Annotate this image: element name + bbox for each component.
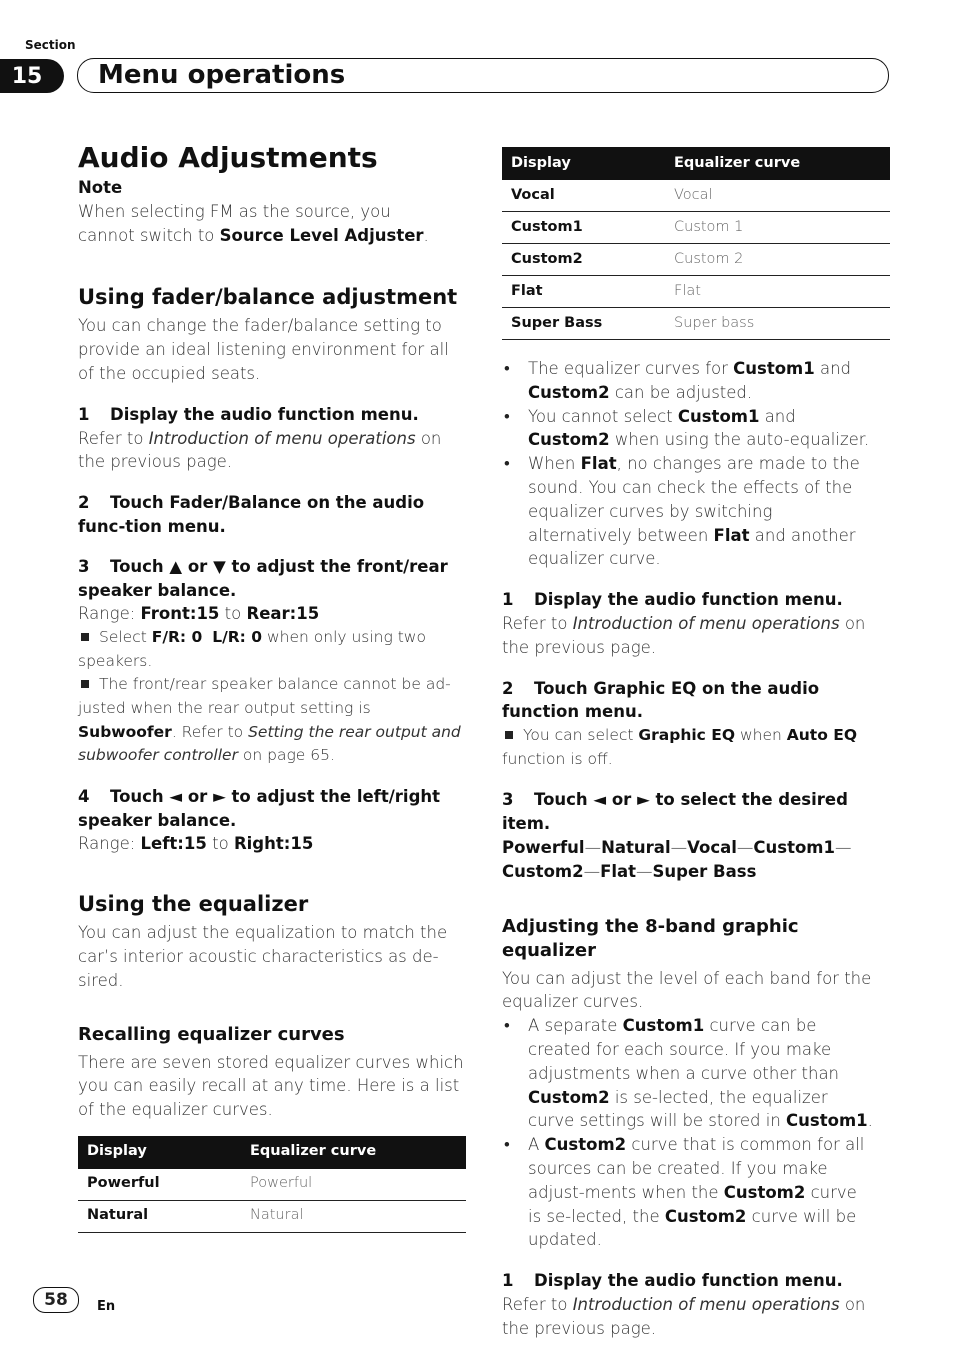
band-step-1-refer: Refer to Introduction of menu operations on the previous page. [502, 1294, 866, 1338]
list-item: • A Custom2 curve that is common for all sources can be created. If you make adjust-ments when the Custom2 curve is se-lected, the Custom2 curve will be updated. [502, 1133, 874, 1252]
table-cell-curve: Vocal [665, 180, 890, 212]
equalizer-table-right [502, 147, 890, 340]
list-item: • You cannot select Custom1 and Custom2 when using the auto-equalizer. [502, 405, 880, 453]
table-cell-curve: Natural [241, 1200, 466, 1232]
table-row [502, 276, 890, 308]
eq-step-1: 1 Display the audio function menu. [502, 590, 843, 610]
recall-intro: There are seven stored equalizer curves which you can easily recall at any time. Here is a list of the equalizer curves. [78, 1052, 464, 1120]
recall-heading: Recalling equalizer curves [78, 1023, 345, 1045]
table-cell-display: Flat [502, 276, 665, 308]
square-bullet-icon [81, 680, 89, 688]
square-bullet-icon [505, 731, 513, 739]
table-row [502, 180, 890, 212]
equalizer-bullets [502, 357, 880, 571]
language-label: En [97, 1299, 116, 1314]
equalizer-heading: Using the equalizer [78, 892, 309, 917]
fader-intro: You can change the fader/balance setting to provide an ideal listening environment for all of the occupied seats. [78, 316, 449, 383]
fader-note-1: Select F/R: 0 L/R: 0 when only using two speakers. [78, 628, 426, 670]
left-column [78, 142, 466, 1233]
table-cell-display: Custom1 [502, 212, 665, 244]
equalizer-intro: You can adjust the equalization to match the car’s interior acoustic characteristics as de-sired. [78, 923, 448, 990]
eq-step-3: 3 Touch ◄ or ► to select the desired item. [502, 790, 848, 834]
table-cell-display: Powerful [78, 1169, 241, 1201]
table-cell-display: Super Bass [502, 308, 665, 340]
table-cell-curve: Custom 2 [665, 244, 890, 276]
table-header-display: Display [502, 147, 665, 180]
table-header-row [502, 147, 890, 180]
table-cell-curve: Custom 1 [665, 212, 890, 244]
page-number: 58 [33, 1287, 79, 1313]
curve-sequence: Powerful—Natural—Vocal—Custom1—Custom2—Flat—Super Bass [502, 837, 852, 881]
eq-step-1-refer: Refer to Introduction of menu operations on the previous page. [502, 613, 866, 657]
table-cell-display: Vocal [502, 180, 665, 212]
page-title: Audio Adjustments [78, 141, 378, 174]
table-row [502, 212, 890, 244]
table-row [502, 244, 890, 276]
fader-range-1: Range: Front:15 to Rear:15 [78, 604, 320, 624]
section-number: 15 [0, 59, 64, 93]
table-header-curve: Equalizer curve [665, 147, 890, 180]
table-cell-curve: Powerful [241, 1169, 466, 1201]
band-heading: Adjusting the 8-band graphic equalizer [502, 915, 799, 961]
fader-note-2: The front/rear speaker balance cannot be ad-justed when the rear output setting is Subwoofer. Refer to Setting the rear output and subwoofer controller on page 65. [78, 675, 461, 765]
fader-step-1: 1 Display the audio function menu. [78, 404, 419, 424]
table-cell-display: Natural [78, 1200, 241, 1232]
fader-step-3: 3 Touch ▲ or ▼ to adjust the front/rear speaker balance. [78, 556, 448, 600]
table-row [78, 1200, 466, 1232]
eq-step-2-note: You can select Graphic EQ when Auto EQ function is off. [502, 726, 857, 768]
section-label: Section [25, 38, 76, 52]
table-row [78, 1169, 466, 1201]
fader-heading: Using fader/balance adjustment [78, 285, 458, 310]
list-item: • When Flat, no changes are made to the sound. You can check the effects of the equalizer curves by switching alternatively between Flat and another equalizer curve. [502, 452, 880, 571]
table-cell-curve: Super bass [665, 308, 890, 340]
square-bullet-icon [81, 633, 89, 641]
equalizer-table-left [78, 1136, 466, 1233]
fader-range-2: Range: Left:15 to Right:15 [78, 834, 314, 854]
right-column [502, 147, 890, 1340]
table-cell-display: Custom2 [502, 244, 665, 276]
table-header-row [78, 1136, 466, 1169]
table-cell-curve: Flat [665, 276, 890, 308]
band-bullets [502, 1014, 874, 1252]
section-title: Menu operations [98, 60, 346, 90]
note-text: When selecting FM as the source, you cannot switch to Source Level Adjuster. [78, 201, 429, 245]
table-header-display: Display [78, 1136, 241, 1169]
list-item: • The equalizer curves for Custom1 and Custom2 can be adjusted. [502, 357, 880, 405]
table-row [502, 308, 890, 340]
eq-step-2: 2 Touch Graphic EQ on the audio function menu. [502, 678, 820, 722]
fader-step-1-refer: Refer to Introduction of menu operations on the previous page. [78, 428, 442, 472]
band-intro: You can adjust the level of each band for the equalizer curves. [502, 968, 872, 1012]
list-item: • A separate Custom1 curve can be created for each source. If you make adjustments when a curve other than Custom2 is se-lected, the equalizer curve settings will be stored in Custom1. [502, 1014, 874, 1133]
table-header-curve: Equalizer curve [241, 1136, 466, 1169]
note-heading: Note [78, 178, 123, 197]
fader-step-4: 4 Touch ◄ or ► to adjust the left/right speaker balance. [78, 786, 441, 830]
fader-step-2: 2 Touch Fader/Balance on the audio func-tion menu. [78, 493, 425, 536]
band-step-1: 1 Display the audio function menu. [502, 1271, 843, 1291]
